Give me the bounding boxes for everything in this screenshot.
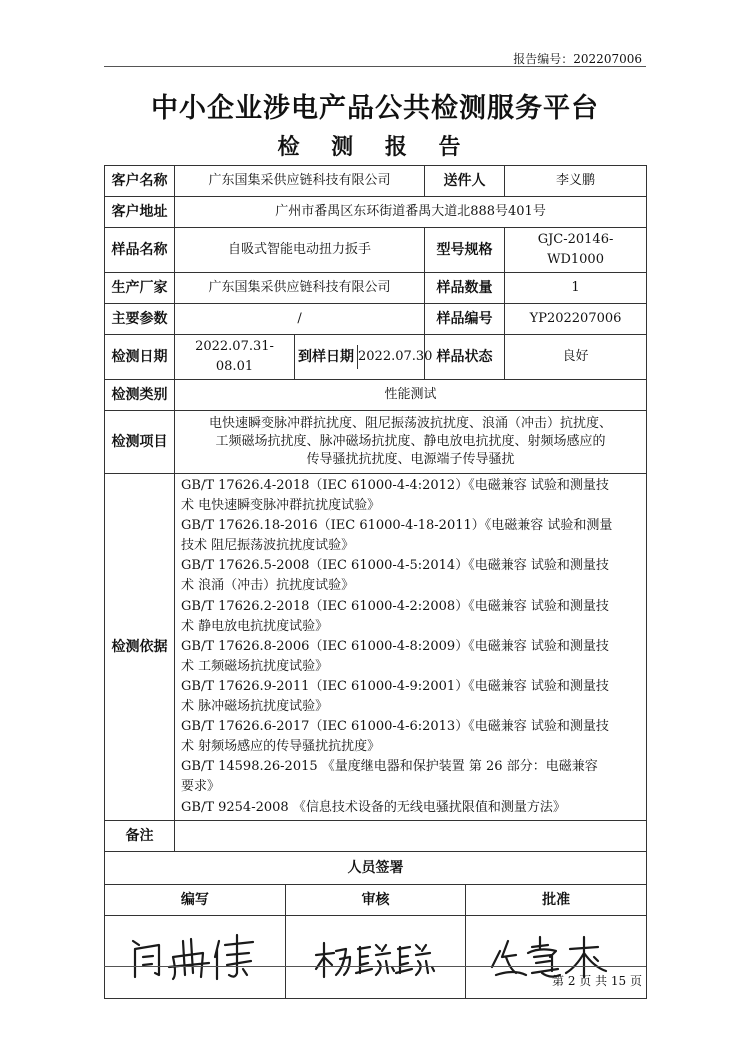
standard-line: 要求》 xyxy=(181,779,221,795)
row-main-params xyxy=(105,304,647,335)
test-category-label: 检测类别 xyxy=(105,380,175,411)
row-client-name xyxy=(105,166,647,197)
test-category-value: 性能测试 xyxy=(175,380,647,411)
report-info-table xyxy=(104,165,647,999)
arrival-date-value: 2022.07.30 xyxy=(358,349,433,364)
test-items-line: 电快速瞬变脉冲群抗扰度、阻尼振荡波抗扰度、浪涌（冲击）抗扰度、 xyxy=(209,416,613,431)
row-dates xyxy=(105,335,647,380)
test-items-line: 工频磁场抗扰度、脉冲磁场抗扰度、静电放电抗扰度、射频场感应的 xyxy=(215,434,606,449)
sample-state-value: 良好 xyxy=(505,335,647,380)
sender-value: 李义鹏 xyxy=(505,166,647,197)
standard-line: GB/T 14598.26-2015 《量度继电器和保护装置 第 26 部分：电磁兼容 xyxy=(181,759,598,775)
footer-rule xyxy=(104,966,646,967)
row-sign-title xyxy=(105,851,647,884)
signatures-title: 人员签署 xyxy=(105,851,647,884)
client-name-value: 广东国集采供应链科技有限公司 xyxy=(175,166,425,197)
manufacturer-label: 生产厂家 xyxy=(105,273,175,304)
organization-title: 中小企业涉电产品公共检测服务平台 xyxy=(151,93,599,124)
standard-line: 术 电快速瞬变脉冲群抗扰度试验》 xyxy=(181,498,381,514)
row-test-basis xyxy=(105,474,647,821)
sample-name-value: 自吸式智能电动扭力扳手 xyxy=(175,228,425,273)
page-number: 第 2 页 共 15 页 xyxy=(552,974,642,988)
sample-no-value: YP202207006 xyxy=(505,304,647,335)
model-value: GJC-20146-WD1000 xyxy=(505,228,647,273)
manufacturer-value: 广东国集采供应链科技有限公司 xyxy=(175,273,425,304)
main-params-value: / xyxy=(175,304,425,335)
standard-line: 术 工频磁场抗扰度试验》 xyxy=(181,658,329,674)
sender-label: 送件人 xyxy=(425,166,505,197)
remarks-label: 备注 xyxy=(105,820,175,851)
document-title: 检 测 报 告 xyxy=(277,134,473,160)
header-rule xyxy=(104,66,646,67)
standard-line: 术 脉冲磁场抗扰度试验》 xyxy=(181,699,329,715)
test-basis-value xyxy=(175,474,647,821)
row-test-category xyxy=(105,380,647,411)
sample-name-label: 样品名称 xyxy=(105,228,175,273)
quantity-label: 样品数量 xyxy=(425,273,505,304)
compiled-label: 编写 xyxy=(105,885,285,916)
test-items-line: 传导骚扰抗扰度、电源端子传导骚扰 xyxy=(306,452,515,467)
standard-line: 术 静电放电抗扰度试验》 xyxy=(181,618,329,634)
standard-line: 技术 阻尼振荡波抗扰度试验》 xyxy=(181,538,355,554)
approved-label: 批准 xyxy=(466,885,646,916)
reviewed-label: 审核 xyxy=(285,885,465,916)
arrival-date-label: 到样日期 xyxy=(295,345,358,369)
standard-line: 术 射频场感应的传导骚扰抗扰度》 xyxy=(181,739,381,755)
row-sample-name xyxy=(105,228,647,273)
standard-line: GB/T 17626.5-2008（IEC 61000-4-5:2014）《电磁兼容 试验和测量技 xyxy=(181,558,609,574)
client-address-value: 广州市番禺区东环街道番禺大道北888号401号 xyxy=(175,197,647,228)
test-basis-label: 检测依据 xyxy=(105,474,175,821)
standard-line: GB/T 9254-2008 《信息技术设备的无线电骚扰限值和测量方法》 xyxy=(181,799,566,815)
client-address-label: 客户地址 xyxy=(105,197,175,228)
standard-line: GB/T 17626.18-2016（IEC 61000-4-18-2011）《电磁兼容 试验和测量 xyxy=(181,518,613,534)
standard-line: GB/T 17626.2-2018（IEC 61000-4-2:2008）《电磁兼容 试验和测量技 xyxy=(181,598,609,614)
standard-line: GB/T 17626.4-2018（IEC 61000-4-4:2012）《电磁兼容 试验和测量技 xyxy=(181,478,609,493)
main-params-label: 主要参数 xyxy=(105,304,175,335)
test-date-label: 检测日期 xyxy=(105,335,175,380)
row-remarks xyxy=(105,820,647,851)
standard-line: GB/T 17626.9-2011（IEC 61000-4-9:2001）《电磁兼容 试验和测量技 xyxy=(181,678,609,694)
row-test-items xyxy=(105,411,647,474)
test-date-value: 2022.07.31-08.01 xyxy=(175,335,295,380)
sample-state-label: 样品状态 xyxy=(425,335,505,380)
test-items-value xyxy=(175,411,647,474)
row-manufacturer xyxy=(105,273,647,304)
model-label: 型号规格 xyxy=(425,228,505,273)
sample-no-label: 样品编号 xyxy=(425,304,505,335)
standard-line: GB/T 17626.8-2006（IEC 61000-4-8:2009）《电磁兼容 试验和测量技 xyxy=(181,638,609,654)
report-number: 报告编号：202207006 xyxy=(513,52,642,66)
client-name-label: 客户名称 xyxy=(105,166,175,197)
standard-line: GB/T 17626.6-2017（IEC 61000-4-6:2013）《电磁兼容 试验和测量技 xyxy=(181,719,609,735)
test-items-label: 检测项目 xyxy=(105,411,175,474)
arrival-date-cell xyxy=(295,335,433,380)
remarks-value xyxy=(175,820,647,851)
row-client-address xyxy=(105,197,647,228)
standard-line: 术 浪涌（冲击）抗扰度试验》 xyxy=(181,578,355,594)
quantity-value: 1 xyxy=(505,273,647,304)
